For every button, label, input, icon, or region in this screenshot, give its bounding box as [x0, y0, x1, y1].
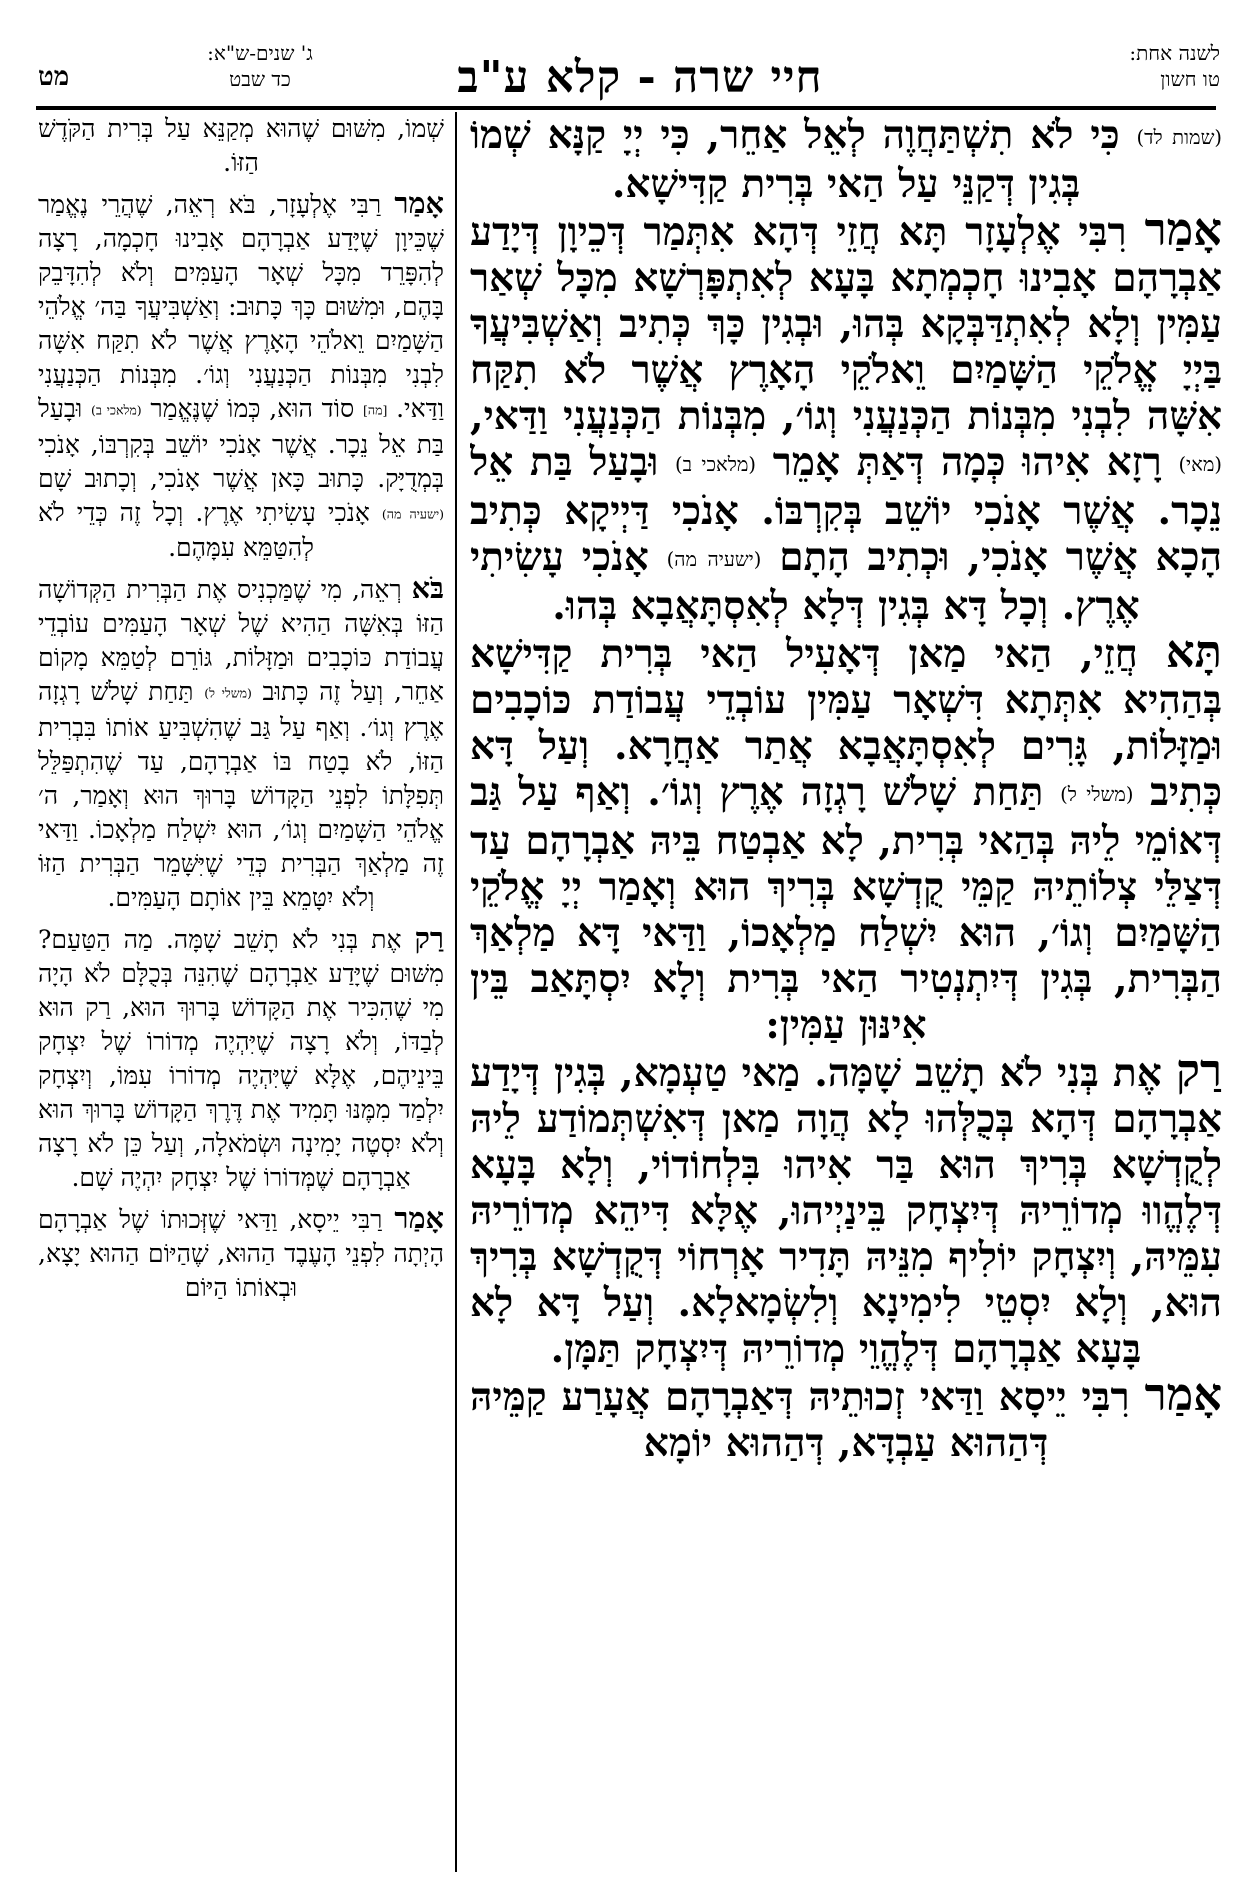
schedule-one-year: לשנה אחת: [1129, 41, 1220, 65]
paragraph-text: אֶת בְּנִי לֹא תָשֵׁב שָׁמָּה. מַאי טַעְמָא, בְּגִין דְּיָדַע אַבְרָהָם דְּהָא בְּכֻלְּהוּ לָא הֲוָה מַאן דְּאִשְׁתְּמוֹדַע לֵיהּ לְקֻדְשָׁא בְּרִיךְ הוּא בַּר אִיהוּ בִּלְחוֹדוֹי, וְלָא בָּעָא דְּלֶהֱווּ מְדוֹרֵיהּ דְּיִצְחָק בֵּינַיְיהוּ, אֶלָּא דִּיהֵא מְדוֹרֵיהּ עִמֵּיהּ, וְיִצְחָק יוֹלִיף מִנֵּיהּ תָּדִיר אָרְחוֹי דְּקֻדְשָׁא בְּרִיךְ הוּא, וְלָא יִסְטֵי לִימִינָא וְלִשְׂמָאלָא. וְעַל דָּא לָא בָּעָא אַבְרָהָם דְּלֶהֱוֵי מְדוֹרֵיהּ דְּיִצְחָק תַּמָּן. [470, 1050, 1222, 1372]
column-divider [455, 112, 457, 1872]
schedule-three-years: ג' שנים-ש"א: [207, 41, 313, 65]
source-reference: (ישעיה מה) [381, 506, 444, 521]
paragraph-text: תַּחַת שָׁלֹשׁ רָגְזָה אֶרֶץ וְגוֹ׳. וְאַף עַל גַּב דְּאוֹמֵי לֵיהּ בְּהַאי בְּרִית, לָא אַבְטַח בֵּיהּ אַבְרָהָם עַד דְּצַלֵּי צְלוֹתֵיהּ קַמֵּי קֻדְשָׁא בְּרִיךְ הוּא וְאָמַר יְיָ אֱלֹקֵי הַשָּׁמַיִם וְגוֹ׳, הוּא יִשְׁלַח מַלְאָכוֹ, וַדַּאי דָּא מַלְאַךְ הַבְּרִית, בְּגִין דְּיִתְנְטִיר הַאי בְּרִית וְלָא יִסְתָּאַב בֵּין אִינּוּן עַמִּין: [470, 769, 1222, 1048]
opening-word: רַק [1175, 1044, 1222, 1097]
main-paragraph [470, 112, 1222, 207]
paragraph-text: רִבִּי יֵיסָא וַדַּאי זְכוּתֵיהּ דְּאַבְרָהָם אֲעָרַע קַמֵּיהּ דְּהַהוּא עַבְדָּא, דְּהַהוּא יוֹמָא [470, 1374, 1130, 1466]
side-paragraph [38, 921, 444, 1195]
side-paragraph [38, 1201, 444, 1305]
paragraph-text: רְאֵה, מִי שֶׁמַּכְנִיס אֶת הַבְּרִית הַקְּדוֹשָׁה הַזּוֹ בְּאִשָּׁה הַהִיא שֶׁל שְׁאָר הָעַמִּים עוֹבְדֵי עֲבוֹדַת כּוֹכָבִים וּמַזָּלוֹת, גּוֹרֵם לְטַמֵּא מָקוֹם אַחֵר, וְעַל זֶה כָּתוּב [38, 575, 444, 706]
main-paragraph [470, 625, 1222, 1048]
schedule-date-shevat: כד שבט [229, 67, 291, 91]
opening-word: תָּא [1165, 625, 1222, 678]
paragraph-text: אָנֹכִי עָשִׂיתִי אֶרֶץ. וְכָל זֶה כְּדֵי לֹא לְהִטַּמֵּא עִמָּהֶם. [38, 497, 370, 562]
header-left-info [130, 40, 390, 100]
header-divider [36, 106, 1216, 110]
paragraph-text: שְׁמוֹ, מִשּׁוּם שֶׁהוּא מְקַנֵּא עַל בְּרִית הַקֹּדֶשׁ הַזּוֹ. [38, 114, 444, 177]
paragraph-text: וּבָעַל בַּת אֵל נֵכָר. אֲשֶׁר אָנֹכִי יוֹשֵׁב בְּקִרְבּוֹ. אָנֹכִי דַּיְיקָא כְּתִיב הָכָא אֲשֶׁר אָנֹכִי, וּכְתִיב הָתָם [470, 439, 1222, 580]
source-reference: (מלאכי ב) [91, 402, 142, 418]
paragraph-text: רָזָא אִיהוּ כְּמָה דְּאַתְּ אָמֵר [772, 439, 1162, 485]
paragraph-text: רַבִּי אֶלְעָזָר, בֹּא רְאֵה, שֶׁהֲרֵי נֶאֱמַר שֶׁכֵּיוָן שֶׁיָּדַע אַבְרָהָם אָבִינוּ חָכְמָה, רָצָה לְהִפָּרֵד מִכָּל שְׁאָר הָעַמִּים וְלֹא לְהִדָּבֵק בָּהֶם, וּמִשּׁוּם כָּךְ כָּתוּב: וְאַשְׁבִּיעֲךָ בַּה׳ אֱלֹהֵי הַשָּׁמַיִם וֵאלֹהֵי הָאָרֶץ אֲשֶׁר לֹא תִקַּח אִשָּׁה לִבְנִי מִבְּנוֹת הַכְּנַעֲנִי וְגוֹ׳. מִבְּנוֹת הַכְּנַעֲנִי וַדַּאי. [38, 190, 444, 423]
paragraph-text: כִּי לֹא תִשְׁתַּחֲוֶה לְאֵל אַחֵר, כִּי יְיָ קַנָּא שְׁמוֹ בְּגִין דְּקַנֵּי עַל הַאי בְּרִית קַדִּישָׁא. [470, 112, 1120, 207]
main-paragraph [470, 1368, 1222, 1466]
source-reference: (מלאכי ב) [675, 453, 756, 476]
opening-word: רַק [414, 920, 444, 955]
source-reference: (ישעיה מה) [666, 548, 762, 571]
source-reference: [מה] [363, 402, 388, 418]
schedule-date-cheshvan: טו חשון [1160, 67, 1220, 91]
side-paragraph [38, 112, 444, 180]
paragraph-text: רִבִּי אֶלְעָזָר תָּא חֲזֵי דְּהָא אִתְּמַר דְּכֵיוָן דְּיָדַע אַבְרָהָם אָבִינוּ חָכְמְתָא בָּעָא לְאִתְפָּרְשָׁא מִכָּל שְׁאַר עַמִּין וְלָא לְאִתְדַּבְּקָא בְּהוּ, וּבְגִין כָּךְ כְּתִיב וְאַשְׁבִּיעֲךָ בַּיְיָ אֱלֹקֵי הַשָּׁמַיִם וֵאלֹקֵי הָאָרֶץ אֲשֶׁר לֹא תִקַּח אִשָּׁה לִבְנִי מִבְּנוֹת הַכְּנַעֲנִי וְגוֹ׳, מִבְּנוֹת הַכְּנַעֲנִי וַדַּאי, [470, 209, 1222, 439]
source-reference: (מאי) [1178, 453, 1222, 476]
main-aramaic-column [470, 112, 1222, 1872]
source-reference: (משלי ל) [1060, 783, 1134, 806]
opening-word: אָמַר [1144, 203, 1222, 256]
paragraph-text: תַּחַת שָׁלֹשׁ רָגְזָה אֶרֶץ וְגוֹ׳. וְאַף עַל גַּב שֶׁהִשְׁבִּיעַ אוֹתוֹ בִּבְרִית הַזּוֹ, לֹא בָטַח בּוֹ אַבְרָהָם, עַד שֶׁהִתְפַּלֵּל תְּפִלָּתוֹ לִפְנֵי הַקָּדוֹשׁ בָּרוּךְ הוּא וְאָמַר, ה׳ אֱלֹהֵי הַשָּׁמַיִם וְגוֹ׳, הוּא יִשְׁלַח מַלְאָכוֹ. וַדַּאי זֶה מַלְאַךְ הַבְּרִית כְּדֵי שֶׁיִּשָּׁמֵר הַבְּרִית הַזּוֹ וְלֹא יִטָּמֵא בֵּין אוֹתָם הָעַמִּים. [38, 677, 444, 912]
header-right-info [920, 40, 1220, 100]
opening-word: אָמַר [394, 186, 444, 220]
page-number: מט [38, 62, 70, 92]
opening-word: בֹּא [411, 571, 444, 605]
main-paragraph [470, 203, 1222, 629]
source-reference: (שמות לד) [1136, 126, 1222, 149]
opening-word: אָמַר [394, 1200, 444, 1235]
paragraph-text: אָנֹכִי עָשִׂיתִי אֶרֶץ. וְכָל דָּא בְּגִין דְּלָא לְאִסְתָּאֲבָא בְּהוּ. [470, 534, 1140, 629]
side-paragraph [38, 186, 444, 565]
source-reference: (משלי ל) [204, 685, 252, 701]
paragraph-text: חֲזֵי, הַאי מַאן דְּאָעִיל הַאי בְּרִית קַדִּישָׁא בְּהַהִיא אִתְּתָא דִּשְׁאָר עַמִּין עוֹבְדֵי עֲבוֹדַת כּוֹכָבִים וּמַזָּלוֹת, גָּרִים לְאִסְתָּאֲבָא אֲתַר אַחֲרָא. וְעַל דָּא כְּתִיב [470, 631, 1222, 815]
paragraph-text: סוֹד הוּא, כְּמוֹ שֶׁנֶּאֱמַר [150, 394, 355, 423]
hebrew-translation-column [38, 112, 444, 1872]
opening-word: אָמַר [1144, 1368, 1222, 1421]
paragraph-text: וּבָעַל בַּת אֵל נֵכָר. אֲשֶׁר אָנֹכִי יוֹשֵׁב בְּקִרְבּוֹ, אָנֹכִי בְּמְדֻיָּק. כָּתוּב כָּאן אֲשֶׁר אָנֹכִי, וְכָתוּב שָׁם [38, 394, 444, 493]
side-paragraph [38, 571, 444, 915]
paragraph-text: אֶת בְּנִי לֹא תָשֵׁב שָׁמָּה. מַה הַטַּעַם? מִשּׁוּם שֶׁיָּדַע אַבְרָהָם שֶׁהִנֵּה בְּכֻלָּם לֹא הָיָה מִי שֶׁהִכִּיר אֶת הַקָּדוֹשׁ בָּרוּךְ הוּא, רַק הוּא לְבַדּוֹ, וְלֹא רָצָה שֶׁיִּהְיֶה מְדוֹרוֹ שֶׁל יִצְחָק בֵּינֵיהֶם, אֶלָּא שֶׁיִּהְיֶה מְדוֹרוֹ עִמּוֹ, וְיִצְחָק יִלְמַד מִמֶּנּוּ תָּמִיד אֶת דֶּרֶךְ הַקָּדוֹשׁ בָּרוּךְ הוּא וְלֹא יִסְטֶה יָמִינָה וּשְׂמֹאלָה, וְעַל כֵּן לֹא רָצָה אַבְרָהָם שֶׁמְּדוֹרוֹ שֶׁל יִצְחָק יִהְיֶה שָׁם. [38, 924, 444, 1192]
paragraph-text: רַבִּי יֵיסָא, וַדַּאי שֶׁזְּכוּתוֹ שֶׁל אַבְרָהָם הָיְתָה לִפְנֵי הָעֶבֶד הַהוּא, שֶׁהַיּוֹם הַהוּא יָצָא, וּבְאוֹתוֹ הַיּוֹם [38, 1204, 444, 1302]
main-paragraph [470, 1044, 1222, 1372]
page-title: חיי שרה - קלא ע"ב [457, 52, 823, 103]
